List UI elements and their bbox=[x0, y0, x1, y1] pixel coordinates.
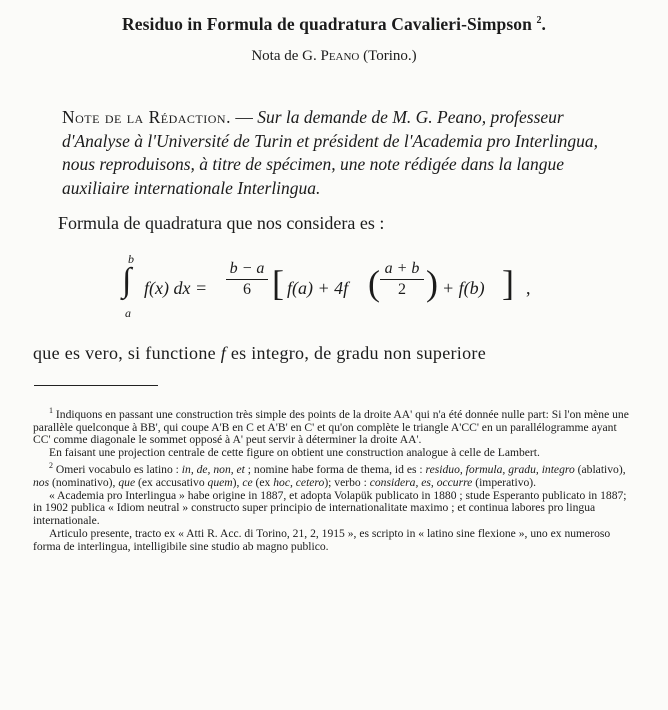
fn2-part: quem bbox=[207, 475, 233, 489]
fn2-part: ce bbox=[242, 475, 253, 489]
quadrature-formula bbox=[122, 252, 542, 322]
footnote-1-text: Indiquons en passant une construction très simple des points de la droite AA' qui n'a été donnée nulle part: Si l'on mène une parallèle quelconque à BB', qui coupe A'B en C et A'B' en C' et qu'on complète le triangle A'CC' en un parallélogramme ayant CC' comme diagonale le sommet opposé à A' peut servir à déterminer la droite AA'. bbox=[33, 407, 629, 447]
author-suffix: (Torino.) bbox=[359, 48, 417, 64]
fn2-part: (ablativo), bbox=[574, 462, 626, 476]
footnote-3-text: « Academia pro Interlingua » habe origine in 1887, et adopta Volapük publicato in 1880 ; stude Esperanto publicato in 1887; in 1902 publica « Idiom neutral » constructo super principio de internationalitate maximo ; et continua labores pro lingua internationale. bbox=[33, 488, 627, 528]
fraction1-denominator: 6 bbox=[243, 281, 251, 298]
fn2-part: ), bbox=[232, 475, 243, 489]
integral-sign: ∫ bbox=[122, 262, 132, 299]
title-period: . bbox=[541, 14, 547, 34]
note-label: Note de la Rédaction. bbox=[62, 107, 231, 127]
footnotes bbox=[33, 405, 631, 553]
footnote-1 bbox=[33, 405, 631, 447]
author-prefix: Nota de G. bbox=[251, 48, 321, 64]
formula-comma: , bbox=[526, 278, 531, 298]
term3-text: + f(b) bbox=[442, 278, 485, 298]
fraction2-bar bbox=[380, 279, 424, 280]
fn2-part: ); verbo : bbox=[324, 475, 370, 489]
intro-sentence: Formula de quadratura que nos considera es : bbox=[58, 213, 385, 233]
editorial-note bbox=[62, 106, 630, 200]
condition-f: f bbox=[220, 343, 227, 363]
term-fb bbox=[442, 278, 485, 299]
footnote-2-marker: 2 bbox=[49, 461, 53, 471]
term1-text: f(a) + 4f bbox=[287, 278, 349, 298]
author-line bbox=[0, 48, 668, 65]
fn2-part: (imperativo). bbox=[472, 475, 537, 489]
footnote-separator bbox=[34, 385, 158, 386]
integrand bbox=[144, 278, 207, 299]
fn2-part: que bbox=[118, 475, 136, 489]
condition-after: es integro, de gradu non superiore bbox=[226, 343, 486, 363]
title-text: Residuo in Formula de quadratura Cavalieri-Simpson bbox=[121, 14, 532, 34]
fn2-part: (ex bbox=[252, 475, 274, 489]
fn2-part: ; nomine habe forma de thema, id es : bbox=[244, 462, 426, 476]
lower-limit: a bbox=[125, 306, 131, 320]
condition-before: que es vero, si functione bbox=[33, 343, 221, 363]
fraction2-denominator: 2 bbox=[398, 281, 406, 298]
fn2-part: considera, es, occurre bbox=[369, 475, 473, 489]
right-paren: ) bbox=[426, 263, 438, 303]
term-fa-4f bbox=[287, 278, 348, 299]
footnote-3 bbox=[33, 490, 631, 528]
integrand-text: f(x) dx = bbox=[144, 278, 208, 298]
article-title bbox=[0, 14, 668, 35]
fn2-part: in, de, non, et bbox=[181, 462, 245, 476]
footnote-2 bbox=[33, 460, 631, 489]
footnote-4 bbox=[33, 528, 631, 554]
title-footnote-marker: 2 bbox=[536, 15, 542, 27]
footnote-1-marker: 1 bbox=[49, 406, 53, 415]
fraction1-numerator: b − a bbox=[229, 260, 265, 277]
fn2-part: nos bbox=[33, 475, 50, 489]
left-bracket: [ bbox=[272, 263, 284, 303]
condition-sentence bbox=[33, 343, 633, 364]
fn2-part: Omeri vocabulo es latino : bbox=[55, 462, 182, 476]
fn2-part: (nominativo), bbox=[49, 475, 119, 489]
note-body: Sur la demande de M. G. Peano, professeur d'Analyse à l'Université de Turin et président de l'Academia pro Interlingua, nous reproduisons, à titre de spécimen, une note rédigée dans la langue auxiliaire internationale Interlingua. bbox=[62, 107, 598, 198]
left-paren: ( bbox=[368, 263, 380, 303]
upper-limit: b bbox=[128, 252, 134, 266]
fn2-part: hoc, cetero bbox=[273, 475, 325, 489]
fraction-a-plus-b-over-2 bbox=[380, 260, 424, 299]
footnote-4-text: Articulo presente, tracto ex « Atti R. Acc. di Torino, 21, 2, 1915 », es scripto in « latino sine flexione », uno ex numeroso forma de interlingua, intelligibile sine studio ab magno publico. bbox=[33, 526, 611, 553]
fn2-part: residuo, formula, gradu, integro bbox=[425, 462, 575, 476]
footnote-1-text2: En faisant une projection centrale de cette figure on obtient une construction analogue à celle de Lambert. bbox=[49, 446, 540, 460]
fraction1-bar bbox=[226, 279, 268, 280]
footnote-1-continued bbox=[33, 447, 631, 460]
note-dash: — bbox=[230, 107, 258, 127]
fn2-part: (ex accusativo bbox=[135, 475, 208, 489]
fraction-b-minus-a-over-6 bbox=[226, 260, 268, 299]
author-name: Peano bbox=[320, 48, 360, 64]
fraction2-numerator: a + b bbox=[384, 260, 420, 277]
right-bracket: ] bbox=[502, 263, 514, 303]
